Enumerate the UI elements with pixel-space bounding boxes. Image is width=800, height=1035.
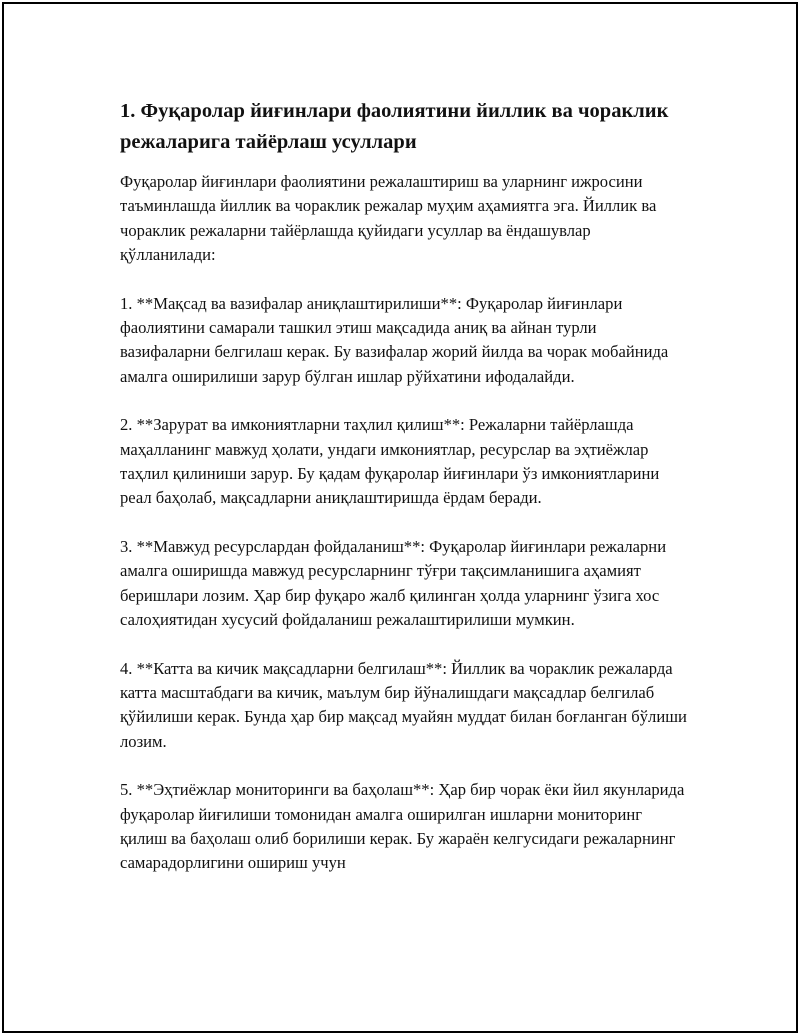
list-item-2: 2. **Зарурат ва имкониятларни таҳлил қилиш**: Режаларни тайёрлашда маҳалланинг мавжуд ҳолати, ундаги имкониятлар, ресурслар ва эҳтиёжлар таҳлил қилиниши зарур. Бу қадам фуқаролар йиғинлари ўз имкониятларини реал баҳолаб, мақсадларни аниқлаштиришда ёрдам беради. (120, 415, 660, 508)
list-item-1: 1. **Мақсад ва вазифалар аниқлаштирилиши**: Фуқаролар йиғинлари фаолиятини самарали ташкил этиш мақсадида аниқ ва айнан турли вазифаларни белгилаш керак. Бу вазифалар жорий йилда ва чорак мобайнида амалга оширилиши зарур бўлган ишлар рўйхатини ифодалайди. (120, 293, 669, 386)
document-body (120, 96, 690, 876)
document-title: 1. Фуқаролар йиғинлари фаолиятини йиллик ва чораклик режаларига тайёрлаш усуллари (120, 100, 669, 153)
intro-paragraph: Фуқаролар йиғинлари фаолиятини режалаштириш ва уларнинг ижросини таъминлашда йиллик ва чораклик режалар муҳим аҳамиятга эга. Йиллик ва чораклик режаларни тайёрлашда қуйидаги усуллар ва ёндашувлар қўлланилади: (120, 172, 657, 265)
list-item-5: 5. **Эҳтиёжлар мониторинги ва баҳолаш**: Ҳар бир чорак ёки йил якунларида фуқаролар йиғилиши томонидан амалга оширилган ишларни мониторинг қилиш ва баҳолаш олиб борилиши керак. Бу жараён келгусидаги режаларнинг самарадорлигини ошириш учун (120, 780, 685, 873)
list-item-4: 4. **Катта ва кичик мақсадларни белгилаш**: Йиллик ва чораклик режаларда катта масштабдаги ва кичик, маълум бир йўналишдаги мақсадлар белгилаб қўйилиши керак. Бунда ҳар бир мақсад муайян муддат билан боғланган бўлиши лозим. (120, 658, 687, 751)
list-item-3: 3. **Мавжуд ресурслардан фойдаланиш**: Фуқаролар йиғинлари режаларни амалга оширишда мавжуд ресурсларнинг тўғри тақсимланишига аҳамият беришлари лозим. Ҳар бир фуқаро жалб қилинган ҳолда уларнинг ўзига хос салоҳиятидан хусусий фойдаланиш режалаштирилиши мумкин. (120, 536, 667, 630)
document-page (2, 2, 798, 1033)
